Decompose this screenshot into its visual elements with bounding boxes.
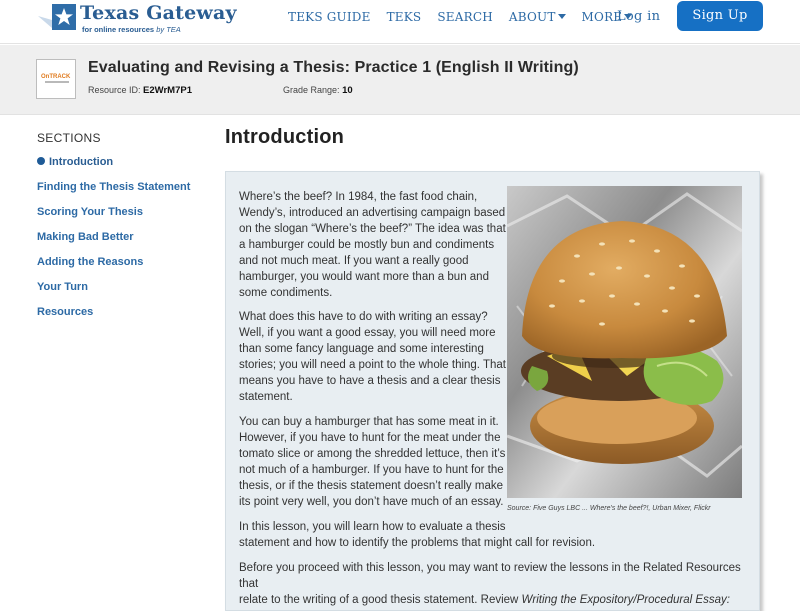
grade-range-label: Grade Range: — [283, 85, 340, 95]
text-line: than some fancy language and some interesting — [239, 343, 484, 355]
text-line: tomato slice or among the shredded lettuce, then it’s — [239, 448, 506, 460]
related-lesson-link[interactable]: Writing the Expository/Procedural Essay: — [521, 594, 730, 606]
nav-about-label: ABOUT — [508, 10, 556, 24]
texas-star-icon — [52, 4, 76, 30]
text-line: and not much meat. If you want a really good — [239, 255, 469, 267]
brand-name: Texas Gateway — [80, 2, 237, 24]
text-line: What does this have to do with writing an essay? — [239, 311, 488, 323]
resource-id — [88, 85, 192, 96]
resource-header — [0, 45, 800, 115]
grade-range-value: 10 — [342, 85, 353, 96]
text-line: You can buy a hamburger that has some meat in it. — [239, 416, 499, 428]
nav-teks[interactable]: TEKS — [386, 10, 422, 24]
text-line: In this lesson, you will learn how to evaluate a thesis — [239, 521, 506, 533]
text-line: statement and how to identify the problems that might call for revision. — [239, 537, 596, 549]
chevron-down-icon — [558, 14, 566, 19]
sidebar-item-making-bad-better[interactable]: Making Bad Better — [37, 231, 134, 243]
text-line: hamburger, you would want more than a bun and — [239, 271, 489, 283]
nav-about[interactable] — [509, 10, 566, 24]
brand-tagline-main: for online resources — [82, 25, 155, 34]
paragraph-5 — [239, 560, 759, 608]
text-line: Before you proceed with this lesson, you may want to review the lessons in the Related Resources that — [239, 562, 741, 590]
sidebar-item-label: Introduction — [49, 156, 114, 168]
ontrack-badge — [36, 59, 76, 99]
text-line: its point very well, you don’t have much of an essay. — [239, 496, 504, 508]
image-caption: Source: Five Guys LBC ... Where's the beef?!, Urban Mixer, Flickr — [507, 505, 711, 512]
paragraph-2 — [239, 309, 506, 405]
nav-more-label: MORE — [581, 10, 623, 24]
sidebar-item-scoring-thesis[interactable]: Scoring Your Thesis — [37, 206, 143, 218]
brand-tagline-by: by TEA — [156, 25, 181, 34]
paragraph-1 — [239, 189, 506, 301]
logo-wing-icon — [38, 16, 52, 28]
resource-id-value: E2WrM7P1 — [143, 85, 192, 96]
section-title: Introduction — [225, 126, 345, 148]
text-line: not much of a hamburger. If you have to hunt for the — [239, 464, 504, 476]
signup-button[interactable]: Sign Up — [677, 1, 763, 31]
sections-heading: SECTIONS — [37, 131, 101, 145]
text-line: However, if you have to hunt for the meat under the — [239, 432, 501, 444]
nav-search[interactable]: SEARCH — [437, 10, 493, 24]
active-dot-icon — [37, 157, 45, 165]
resource-id-label: Resource ID: — [88, 85, 141, 95]
brand-tagline — [82, 25, 181, 34]
badge-divider — [45, 81, 69, 83]
text-line: a hamburger could be mostly bun and condiments — [239, 239, 495, 251]
sidebar-item-finding-thesis[interactable]: Finding the Thesis Statement — [37, 181, 191, 193]
text-line: Well, if you want a good essay, you will need more — [239, 327, 496, 339]
texas-gateway-logo[interactable] — [36, 2, 237, 38]
ontrack-logo — [41, 74, 70, 80]
text-line: thesis, or if the thesis statement doesn’t really make — [239, 480, 503, 492]
resource-title: Evaluating and Revising a Thesis: Practice 1 (English II Writing) — [88, 59, 579, 76]
paragraph-4 — [239, 519, 595, 551]
main-nav — [288, 10, 648, 24]
text-line: stories; you will need a point to the whole thing. That — [239, 359, 507, 371]
ontrack-logo-text: OnTRACK — [41, 74, 71, 80]
top-navigation — [0, 0, 800, 44]
text-line: on the slogan “Where’s the beef?” The idea was that — [239, 223, 506, 235]
text-line: statement. — [239, 391, 293, 403]
sidebar-item-resources[interactable]: Resources — [37, 306, 94, 318]
nav-teks-guide[interactable]: TEKS GUIDE — [288, 10, 371, 24]
sidebar-item-your-turn[interactable]: Your Turn — [37, 281, 88, 293]
text-segment: relate to the writing of a good thesis statement. Review — [239, 594, 522, 606]
text-line: some condiments. — [239, 287, 333, 299]
sidebar-item-adding-reasons[interactable]: Adding the Reasons — [37, 256, 144, 268]
grade-range — [283, 85, 353, 96]
text-line: means you have to have a thesis and a clear thesis — [239, 375, 501, 387]
paragraph-3 — [239, 414, 505, 510]
sidebar-item-introduction[interactable] — [37, 156, 113, 168]
text-line: Wendy’s, introduced an advertising campaign based — [239, 207, 506, 219]
text-line — [239, 592, 759, 608]
text-line: Where’s the beef? In 1984, the fast food chain, — [239, 191, 478, 203]
login-link[interactable]: Log in — [617, 9, 661, 24]
hamburger-image — [507, 186, 742, 498]
